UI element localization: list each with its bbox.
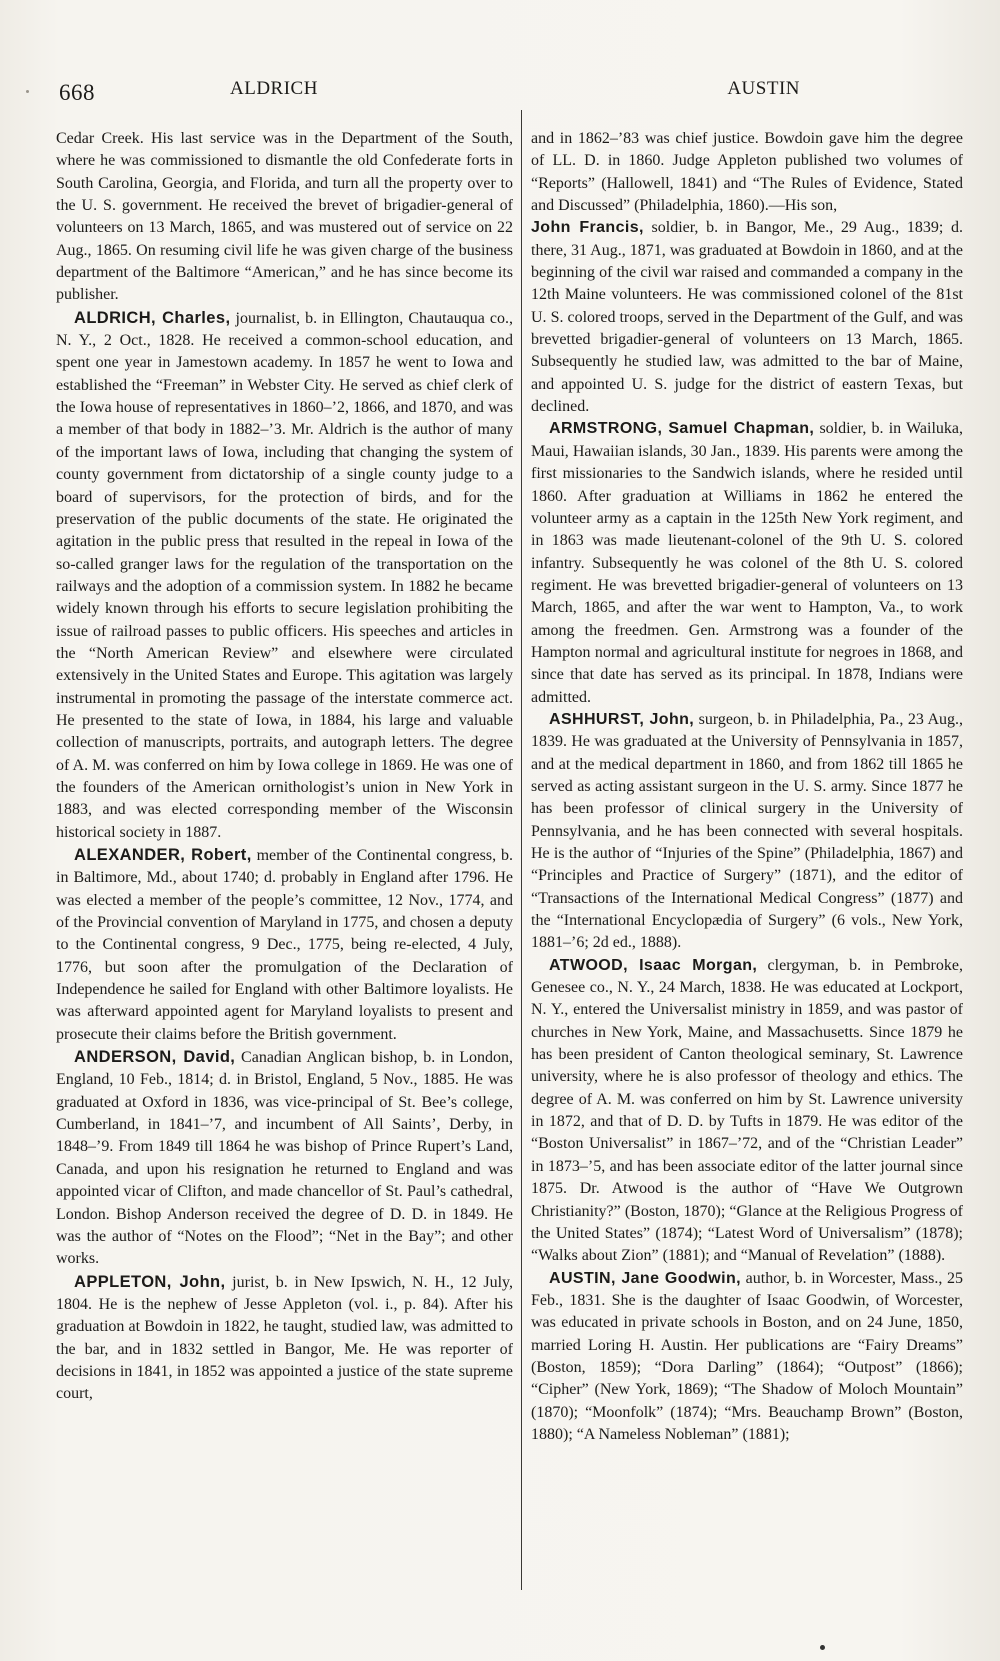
entry-text: soldier, b. in Wailuka, Maui, Hawaiian islands, 30 Jan., 1839. His parents were among the first missionaries to the Sandwich islands, where he resided until 1860. After graduation at Williams in 1862 he entered the volunteer army as a captain in the 125th New York regiment, and in 1863 was made lieutenant-colonel of the 9th U. S. colored infantry. Subsequently he was colonel of the 8th U. S. colored regiment. He was brevetted brigadier-general of volunteers on 13 March, 1865, and after the war went to Hampton, Va., to work among the freedmen. Gen. Armstrong was a founder of the Hampton normal and agricultural institute for negroes in 1868, and since that date has served as its principal. In 1878, Indians were admitted. xyxy=(531,420,963,706)
running-head-right: AUSTIN xyxy=(727,78,800,99)
entry-text: jurist, b. in New Ipswich, N. H., 12 July, 1804. He is the nephew of Jesse Appleton (vol. i., p. 84). After his graduation at Bowdoin in 1822, he taught, studied law, was admitted to the bar, and in 1832 settled in Bangor, Me. He was reporter of decisions in 1841, in 1852 was appointed a justice of the state supreme court, xyxy=(56,1273,513,1403)
entry-aldrich xyxy=(56,307,513,844)
entry-text: clergyman, b. in Pembroke, Genesee co., N. Y., 24 March, 1838. He was educated at Lockport, N. Y., entered the Universalist ministry in 1859, and was pastor of churches in New York, Maine, and Massachusetts. Since 1879 he has been president of Canton theological seminary, St. Lawrence university, where he is also professor of theology and ethics. The degree of A. M. was conferred on him by St. Lawrence university in 1872, and that of D. D. by Tufts in 1879. He was editor of the “Boston Universalist” in 1867–’72, and of the “Christian Leader” in 1873–’5, and has been associate editor of the latter journal since 1875. Dr. Atwood is the author of “Have We Outgrown Christianity?” (Boston, 1870); “Glance at the Religious Progress of the United States” (1874); “Latest Word of Universalism” (1878); “Walks about Zion” (1881); and “Manual of Revelation” (1888). xyxy=(531,956,963,1265)
entry-anderson xyxy=(56,1046,513,1270)
running-head-left: ALDRICH xyxy=(230,78,318,99)
entry-headword: ANDERSON, David, xyxy=(74,1048,236,1067)
entry-headword: ALDRICH, Charles, xyxy=(74,308,231,327)
entry-text: and in 1862–’83 was chief justice. Bowdoin gave him the degree of LL. D. in 1860. Judge Appleton published two volumes of “Reports” (Hallowell, 1841) and “The Rules of Evidence, Stated and Discussed” (Philadelphia, 1860).—His son, xyxy=(531,130,963,215)
entry-headword: John Francis, xyxy=(531,219,644,237)
entry-text: soldier, b. in Bangor, Me., 29 Aug., 1839; d. there, 31 Aug., 1871, was graduated at Bowdoin in 1860, and at the beginning of the civil war raised and commanded a company in the 12th Maine volunteers. He was commissioned colonel of the 81st U. S. colored troops, served in the Department of the Gulf, and was brevetted brigadier-general of volunteers on 13 March, 1865. Subsequently he studied law, was admitted to the bar of Maine, and appointed U. S. judge for the district of eastern Texas, but declined. xyxy=(531,219,963,416)
entry-alexander xyxy=(56,844,513,1046)
page-speck xyxy=(820,1645,825,1650)
entry-text: Canadian Anglican bishop, b. in London, England, 10 Feb., 1814; d. in Bristol, England, 5 Nov., 1885. He was graduated at Oxford in 1836, was vice-principal of St. Bee’s college, Cumberland, in 1841–’7, and incumbent of All Saints’, Derby, in 1848–’9. From 1849 till 1864 he was bishop of Prince Rupert’s Land, Canada, and upon his resignation he returned to England and was appointed vicar of Clifton, and made chancellor of St. Paul’s cathedral, London. Bishop Anderson received the degree of D. D. in 1849. He was the author of “Notes on the Flood”; “Net in the Bay”; and other works. xyxy=(56,1049,513,1268)
left-column xyxy=(56,128,513,1406)
entry-text: member of the Continental congress, b. in Baltimore, Md., about 1740; d. probably in England after 1796. He was elected a member of the people’s committee, 12 Nov., 1774, and of the Provincial convention of Maryland in 1775, and chosen a deputy to the Continental congress, 9 Dec., 1775, being re-elected, 4 July, 1776, but soon after the promulgation of the Declaration of Independence he sailed for England with other Baltimore loyalists. He was afterward appointed agent for Maryland loyalists to present and prosecute their claims before the British government. xyxy=(56,847,513,1043)
entry-headword: ATWOOD, Isaac Morgan, xyxy=(549,956,758,974)
right-column xyxy=(531,128,963,1446)
entry-headword: ARMSTRONG, Samuel Chapman, xyxy=(549,420,815,438)
entry-armstrong xyxy=(531,418,963,708)
entry-headword: APPLETON, John, xyxy=(74,1272,226,1291)
entry-text: journalist, b. in Ellington, Chautauqua co., N. Y., 2 Oct., 1828. He received a common-school education, and spent one year in Jamestown academy. In 1857 he went to Iowa and established the “Freeman” in Webster City. He served as chief clerk of the Iowa house of representatives in 1860–’2, 1866, and 1870, and was a member of that body in 1882–’3. Mr. Aldrich is the author of many of the important laws of Iowa, including that changing the system of county government from dictatorship of a single county judge to a board of supervisors, for the protection of birds, and for the preservation of the public documents of the state. He originated the agitation in the public press that resulted in the repeal in Iowa of the so-called granger laws for the regulation of the transportation on the railways and the adoption of a commission system. In 1882 he became widely known through his efforts to secure legislation prohibiting the issue of railroad passes to public officers. His speeches and articles in the “North American Review” and elsewhere were circulated extensively in the United States and Europe. This agitation was largely instrumental in promoting the passage of the interstate commerce act. He presented to the state of Iowa, in 1884, his large and valuable collection of manuscripts, portraits, and autograph letters. The degree of A. M. was conferred on him by Iowa college in 1869. He was one of the founders of the American ornithologist’s union in New York in 1883, and was elected corresponding member of the Wisconsin historical society in 1887. xyxy=(56,309,514,841)
page-speck xyxy=(26,90,29,93)
entry-ashhurst xyxy=(531,709,963,955)
entry-appleton xyxy=(56,1271,513,1406)
continuation-paragraph: Cedar Creek. His last service was in the Department of the South, where he was commissioned to dismantle the old Confederate forts in South Carolina, Georgia, and Florida, and turn all the property over to the U. S. government. He received the brevet of brigadier-general of volunteers on 13 March, 1865, and was mustered out of service on 22 Aug., 1865. On resuming civil life he was given charge of the business department of the Baltimore “American,” and he has since become its publisher. xyxy=(56,130,513,304)
entry-headword: ALEXANDER, Robert, xyxy=(74,846,252,864)
page-header xyxy=(56,74,940,110)
page-number: 668 xyxy=(59,80,95,105)
entry-headword: ASHHURST, John, xyxy=(549,710,695,728)
entry-headword: AUSTIN, Jane Goodwin, xyxy=(549,1269,741,1287)
entry-text: author, b. in Worcester, Mass., 25 Feb., 1831. She is the daughter of Isaac Goodwin, of Worcester, was educated in private schools in Boston, and on 24 June, 1850, married Loring H. Austin. Her publications are “Fairy Dreams” (Boston, 1859); “Dora Darling” (1864); “Outpost” (1866); “Cipher” (New York, 1869); “The Shadow of Moloch Mountain” (1870); “Moonfolk” (1874); “Mrs. Beauchamp Brown” (Boston, 1880); “A Nameless Nobleman” (1881); xyxy=(531,1269,963,1443)
entry-text: surgeon, b. in Philadelphia, Pa., 23 Aug., 1839. He was graduated at the University of Pennsylvania in 1857, and at the medical department in 1860, and from 1862 till 1865 he served as acting assistant surgeon in the U. S. army. Since 1877 he has been professor of clinical surgery in the University of Pennsylvania, and he has been connected with several hospitals. He is the author of “Injuries of the Spine” (Philadelphia, 1867) and “Principles and Practice of Surgery” (1871), and the editor of “Transactions of the International Medical Congress” (1877) and the “International Encyclopædia of Surgery” (6 vols., New York, 1881–’6; 2d ed., 1888). xyxy=(531,710,964,952)
entry-atwood xyxy=(531,955,963,1268)
continuation-paragraph xyxy=(531,128,963,418)
column-divider xyxy=(521,110,522,1590)
entry-austin xyxy=(531,1268,963,1447)
